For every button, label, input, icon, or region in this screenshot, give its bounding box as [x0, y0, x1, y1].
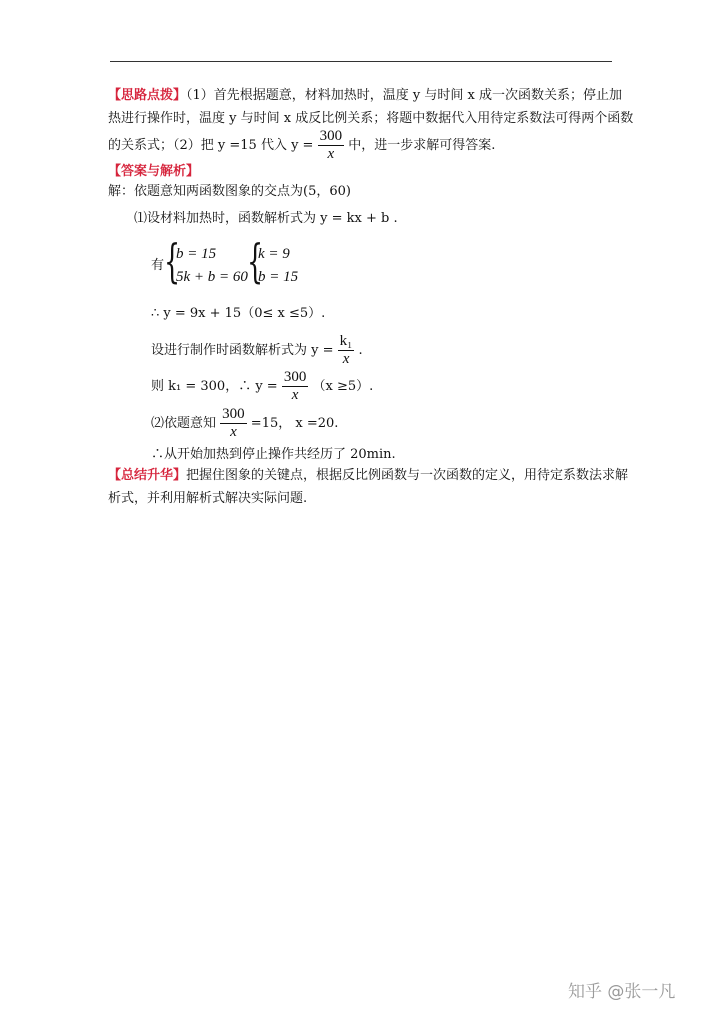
hint-line-3: 的关系式；（2）把 y =15 代入 y = $\frac{300}{x}$ 中，进一步求解可得答案. [108, 128, 496, 162]
hint-line-2: 热进行操作时，温度 y 与时间 x 成反比例关系；将题中数据代入用待定系数法可得两个函数 [108, 111, 634, 126]
summary-tag: 【总结升华】 [108, 468, 187, 483]
equation-k9: k = 9 [258, 246, 290, 262]
hint-line-1 [108, 89, 622, 102]
hint-text-1: （1）首先根据题意，材料加热时，温度 y 与时间 x 成一次函数关系；停止加 [186, 88, 622, 103]
equation-b15: b = 15 [176, 246, 217, 262]
summary-line-2: 析式，并利用解析式解决实际问题. [108, 491, 308, 506]
answer-part2: ⑵依题意知 $\frac{300}{x}$ =15， x =20. [151, 406, 339, 440]
summary-line-1: 【总结升华】把握住图象的关键点，根据反比例函数与一次函数的定义，用待定系数法求解 [108, 468, 629, 483]
fraction-k1-over-x: $\frac{\text{k₁}}{x}$ [339, 333, 353, 367]
zhihu-watermark: 知乎 @张一凡 [568, 982, 676, 1002]
left-brace-2: { [247, 234, 264, 288]
inverse-result: 则 k₁ = 300，∴ y = $\frac{300}{x}$ （x ≥5）. [151, 369, 374, 403]
answer-tag: 【答案与解析】 [108, 164, 200, 179]
header-rule [110, 61, 612, 62]
equation-b15-solution: b = 15 [258, 269, 299, 285]
inverse-setup: 设进行制作时函数解析式为 y = $\frac{\text{k₁}}{x}$ . [151, 333, 363, 367]
fraction-300-over-x: $\frac{300}{x}$ [319, 128, 343, 162]
answer-conclusion: ∴从开始加热到停止操作共经历了 20min. [151, 447, 396, 462]
equation-5k-b-60: 5k + b = 60 [176, 269, 248, 285]
answer-intro: 解：依题意知两函数图象的交点为(5，60) [108, 184, 351, 199]
therefore-linear: ∴ y = 9x + 15（0≤ x ≤5）. [151, 306, 326, 321]
you-label: 有 [151, 258, 165, 273]
fraction-300-over-x-3: $\frac{300}{x}$ [222, 406, 245, 440]
left-brace-1: { [164, 234, 181, 288]
fraction-300-over-x-2: $\frac{300}{x}$ [283, 369, 307, 403]
answer-part1: ⑴设材料加热时，函数解析式为 y = kx + b . [134, 211, 398, 226]
hint-tag: 【思路点拨】 [108, 88, 187, 103]
